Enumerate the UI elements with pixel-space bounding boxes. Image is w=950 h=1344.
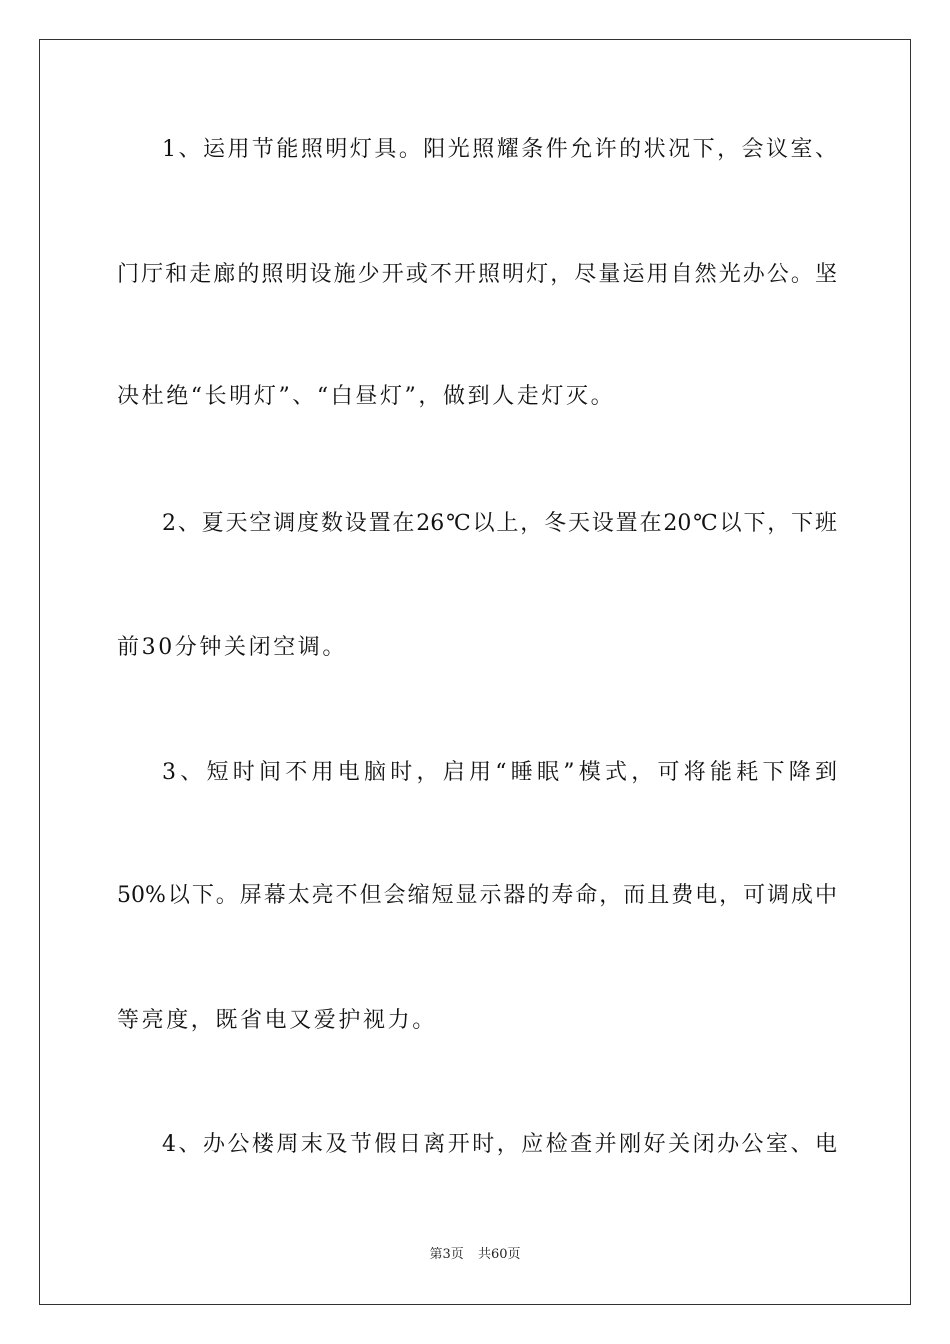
paragraph-line: 1、运用节能照明灯具。阳光照耀条件允许的状况下，会议室、 [162, 137, 837, 162]
page-border [39, 39, 911, 1305]
paragraph-line: 前30分钟关闭空调。 [117, 635, 347, 660]
paragraph-line: 50%以下。屏幕太亮不但会缩短显示器的寿命，而且费电，可调成中 [117, 883, 837, 908]
page-footer [0, 1247, 950, 1263]
paragraph-line: 决杜绝“长明灯”、“白昼灯”，做到人走灯灭。 [117, 384, 616, 409]
paragraph-line: 4、办公楼周末及节假日离开时，应检查并刚好关闭办公室、电 [162, 1132, 837, 1157]
paragraph-line: 门厅和走廊的照明设施少开或不开照明灯，尽量运用自然光办公。坚 [117, 262, 837, 287]
page-total: 共60页 [477, 1247, 521, 1262]
page-number: 第3页 [429, 1247, 464, 1262]
paragraph-line: 3、短时间不用电脑时，启用“睡眠”模式，可将能耗下降到 [162, 760, 837, 785]
paragraph-line: 2、夏天空调度数设置在26℃以上，冬天设置在20℃以下，下班 [162, 511, 837, 536]
paragraph-line: 等亮度，既省电又爱护视力。 [117, 1008, 437, 1033]
